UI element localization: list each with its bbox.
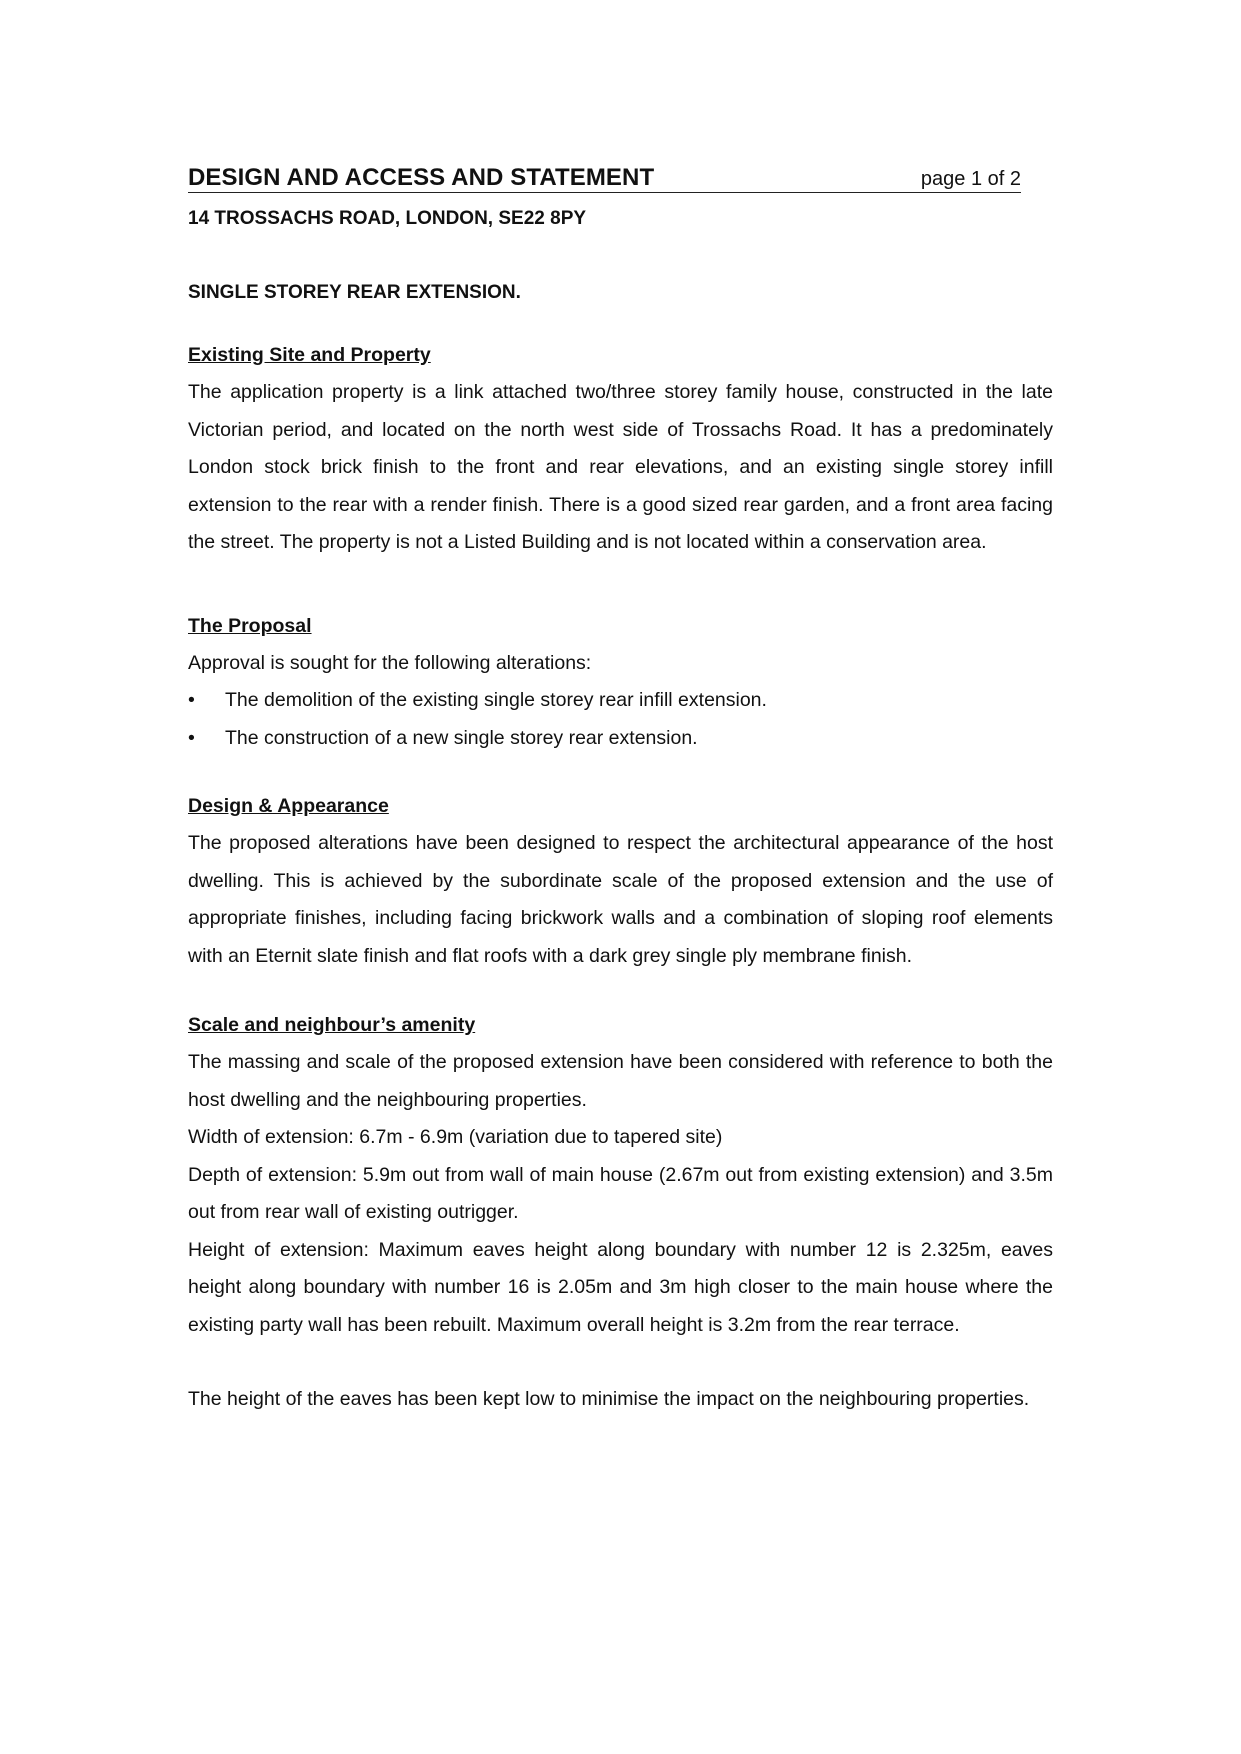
scale-intro-paragraph: The massing and scale of the proposed extension have been considered with reference to both the host dwelling and the neighbouring properties. bbox=[188, 1051, 1053, 1111]
extension-depth: Depth of extension: 5.9m out from wall of main house (2.67m out from existing extension) and 3.5m out from rear wall of existing outrigger. bbox=[188, 1163, 1053, 1223]
document-page bbox=[188, 164, 1053, 1419]
list-item-text: The construction of a new single storey rear extension. bbox=[225, 726, 698, 749]
section-heading-scale: Scale and neighbour’s amenity bbox=[188, 1014, 476, 1036]
bullet-icon: • bbox=[188, 689, 195, 711]
page-number: page 1 of 2 bbox=[920, 168, 1021, 190]
section-scale bbox=[188, 1013, 1053, 1419]
section-proposal bbox=[188, 614, 1053, 758]
proposal-list bbox=[188, 682, 1053, 757]
extension-width: Width of extension: 6.7m - 6.9m (variation due to tapered site) bbox=[188, 1126, 723, 1148]
existing-site-paragraph: The application property is a link attached two/three storey family house, constructed in the late Victorian period, and located on the north west side of Trossachs Road. It has a predominately London stock brick finish to the front and rear elevations, and an existing single storey infill extension to the rear with a render finish. There is a good sized rear garden, and a front area facing the street. The property is not a Listed Building and is not located within a conservation area. bbox=[188, 381, 1053, 553]
section-heading-existing: Existing Site and Property bbox=[188, 344, 431, 366]
list-item bbox=[188, 720, 1053, 758]
section-existing-site bbox=[188, 343, 1053, 562]
closing-paragraph: The height of the eaves has been kept low to minimise the impact on the neighbouring properties. bbox=[188, 1388, 1030, 1410]
list-item bbox=[188, 682, 1053, 720]
section-heading-design: Design & Appearance bbox=[188, 795, 389, 817]
section-design bbox=[188, 794, 1053, 975]
document-title: DESIGN AND ACCESS AND STATEMENT bbox=[188, 164, 655, 191]
section-heading-proposal: The Proposal bbox=[188, 614, 312, 637]
extension-height: Height of extension: Maximum eaves height along boundary with number 12 is 2.325m, eaves height along boundary with number 16 is 2.05m and 3m high closer to the main house where the existing party wall has been rebuilt. Maximum overall height is 3.2m from the rear terrace. bbox=[188, 1238, 1053, 1336]
application-subject: SINGLE STOREY REAR EXTENSION. bbox=[188, 282, 521, 303]
list-item-text: The demolition of the existing single storey rear infill extension. bbox=[225, 689, 767, 711]
property-address: 14 TROSSACHS ROAD, LONDON, SE22 8PY bbox=[188, 208, 587, 229]
document-header bbox=[188, 164, 1021, 193]
design-paragraph: The proposed alterations have been designed to respect the architectural appearance of the host dwelling. This is achieved by the subordinate scale of the proposed extension and the use of appropriate finishes, including facing brickwork walls and a combination of sloping roof elements with an Eternit slate finish and flat roofs with a dark grey single ply membrane finish. bbox=[188, 832, 1053, 967]
proposal-intro: Approval is sought for the following alterations: bbox=[188, 651, 592, 674]
bullet-icon: • bbox=[188, 726, 195, 749]
